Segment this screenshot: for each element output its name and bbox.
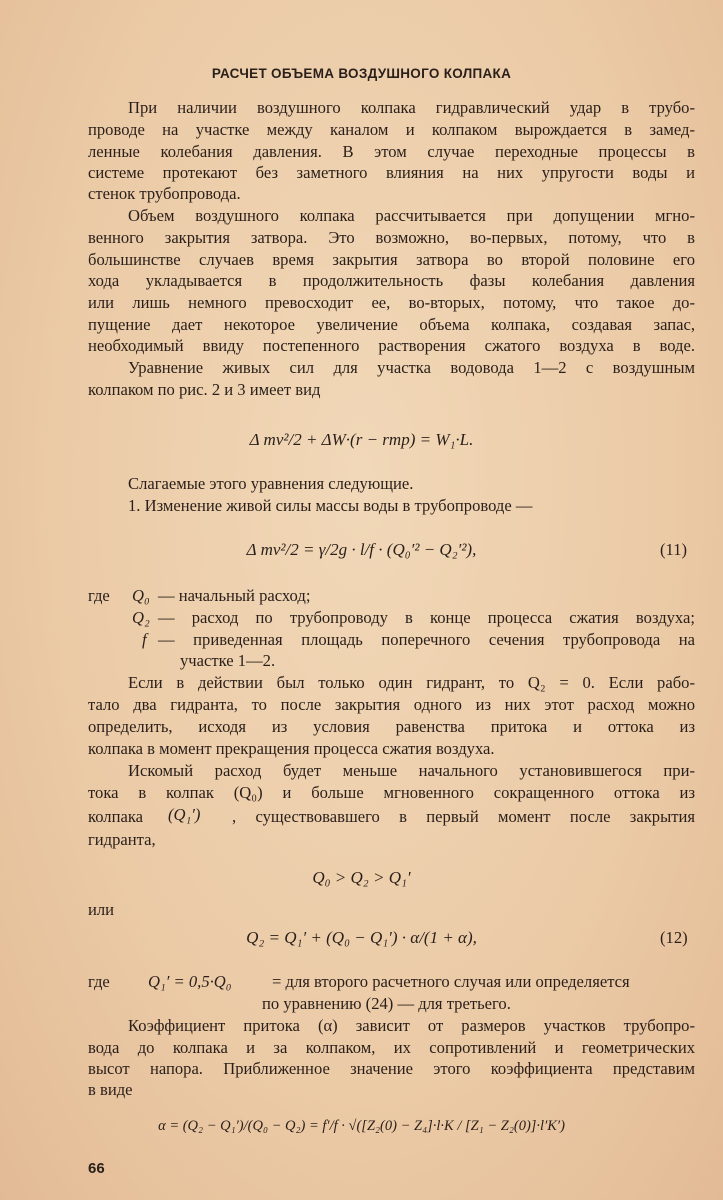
text-line: Искомый расход будет меньше начального установившегося при- <box>128 761 695 780</box>
text-line: Объем воздушного колпака рассчитывается при допущении мгно- <box>128 206 695 225</box>
equation-energy: Δ mv²/2 + ΔW·(r − rтр) = W₁·L. <box>249 430 474 449</box>
text-line: — расход по трубопроводу в конце процесса сжатия воздуха; <box>158 608 695 627</box>
text-line: тало два гидранта, то после закрытия одного из них этот расход можно <box>88 695 695 714</box>
text-line: по уравнению (24) — для третьего. <box>262 994 511 1013</box>
equation-number: (11) <box>660 540 688 559</box>
text-line: стенок трубопровода. <box>88 184 241 203</box>
text-line: где <box>88 586 110 605</box>
text-line: ленные колебания давления. В этом случае переходные процессы в <box>88 142 695 161</box>
text-line: большинстве случаев время закрытия затвора во второй половине его <box>88 250 695 269</box>
symbol: Q₁′ = 0,5·Q₀ <box>148 972 232 991</box>
text-line: — приведенная площадь поперечного сечения трубопровода на <box>158 630 695 649</box>
equation-number: (12) <box>660 928 688 947</box>
text-line: высот напора. Приближенное значение этого коэффициента представим <box>88 1059 695 1078</box>
text-line: пущение дает некоторое увеличение объема колпака, создавая запас, <box>88 315 695 334</box>
text-line: колпаком по рис. 2 и 3 имеет вид <box>88 380 321 399</box>
text-line: = для второго расчетного случая или определяется <box>272 972 630 991</box>
symbol: Q₂ <box>132 608 150 627</box>
text-line: необходимый ввиду постепенного растворения сжатого воздуха в воде. <box>88 336 695 355</box>
section-heading: РАСЧЕТ ОБЪЕМА ВОЗДУШНОГО КОЛПАКА <box>211 66 512 81</box>
equation-alpha: α = (Q₂ − Q₁′)/(Q₀ − Q₂) = f′/f · √([Z₂(0) − Z₄]·l·K / [Z₁ − Z₂(0)]·l′K′) <box>158 1118 565 1134</box>
equation-11: Δ mv²/2 = γ/2g · l/f · (Q₀′² − Q₂′²), <box>246 540 477 559</box>
text-line: — начальный расход; <box>158 586 311 605</box>
symbol: f <box>142 630 147 649</box>
text-line: колпака в момент прекращения процесса сжатия воздуха. <box>88 739 495 758</box>
text-line: колпака <box>88 807 143 826</box>
text-line: Слагаемые этого уравнения следующие. <box>128 474 414 493</box>
text-line: венного закрытия затвора. Это возможно, во-первых, потому, что в <box>88 228 695 247</box>
text-line: или <box>88 900 115 919</box>
equation-12: Q₂ = Q₁′ + (Q₀ − Q₁′) · α/(1 + α), <box>246 928 477 947</box>
text-line: в виде <box>88 1080 133 1099</box>
symbol: (Q₁′) <box>168 805 201 824</box>
equation-inequality: Q₀ > Q₂ > Q₁′ <box>312 868 411 887</box>
text-line: системе протекают без заметного влияния на них упругости воды и <box>88 163 695 182</box>
text-line: тока в колпак (Q₀) и больше мгновенного сокращенного оттока из <box>88 783 695 802</box>
text-line: Уравнение живых сил для участка водовода 1—2 с воздушным <box>128 358 695 377</box>
text-line: , существовавшего в первый момент после закрытия <box>232 807 695 826</box>
text-line: определить, исходя из условия равенства притока и оттока из <box>88 717 695 736</box>
text-line: 1. Изменение живой силы массы воды в трубопроводе — <box>128 496 533 515</box>
text-line: Если в действии был только один гидрант, то Q₂ = 0. Если рабо- <box>128 673 695 692</box>
text-line: гидранта, <box>88 830 156 849</box>
text-line: вода до колпака и за колпаком, их сопротивлений и геометрических <box>88 1038 695 1057</box>
text-line: проводе на участке между каналом и колпаком вырождается в замед- <box>88 120 695 139</box>
text-line: где <box>88 972 110 991</box>
text-line: участке 1—2. <box>180 651 276 670</box>
text-line: или лишь немного превосходит ее, во-вторых, потому, что такое до- <box>88 293 695 312</box>
text-line: хода укладывается в продолжительность фазы колебания давления <box>88 271 695 290</box>
text-line: Коэффициент притока (α) зависит от размеров участков трубопро- <box>128 1016 695 1035</box>
text-line: При наличии воздушного колпака гидравлический удар в трубо- <box>128 98 695 117</box>
symbol: Q₀ <box>132 586 150 605</box>
page-number: 66 <box>88 1160 105 1177</box>
